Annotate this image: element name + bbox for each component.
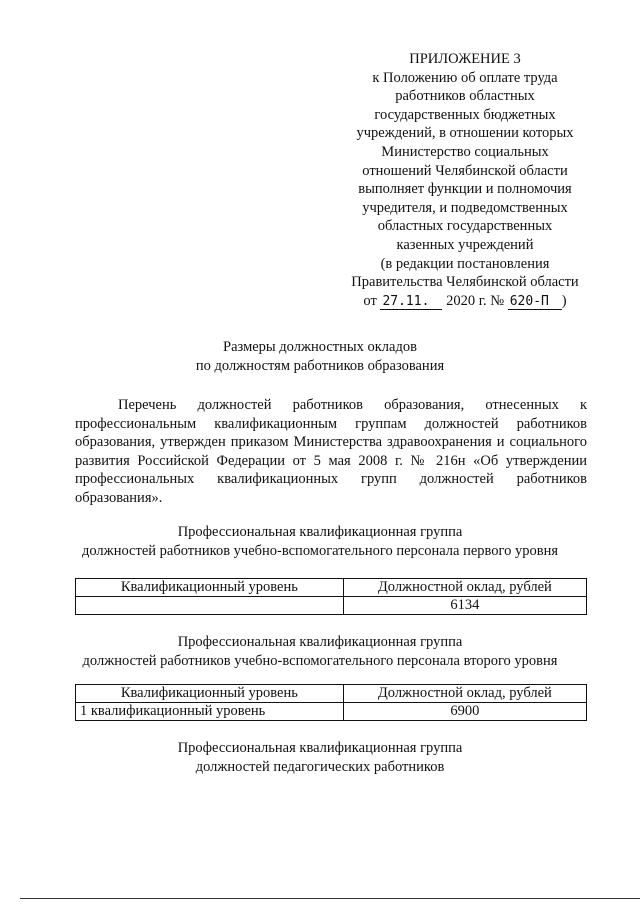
group-heading <box>0 633 640 671</box>
intro-paragraph: Перечень должностей работников образования, отнесенных к профессиональным квалификационным группам должностей работников образования, утвержден приказом Министерства здравоохранения и социального развития Российской Федерации от 5 мая 2008 г. № 216н «Об утверждении профессиональных квалификационных групп должностей работников образования». <box>75 397 587 506</box>
year-text: 2020 г. № <box>446 292 505 309</box>
appendix-line: Министерство социальных <box>381 143 549 160</box>
scan-edge-divider <box>20 898 640 899</box>
appendix-line: казенных учреждений <box>396 236 534 253</box>
document-title <box>0 338 640 376</box>
appendix-line: к Положению об оплате труда <box>372 69 558 86</box>
appendix-heading: ПРИЛОЖЕНИЕ 3 <box>409 51 521 67</box>
appendix-header <box>340 50 590 310</box>
title-line: Размеры должностных окладов <box>223 339 417 355</box>
from-prefix: от <box>363 292 377 309</box>
group-heading <box>0 739 640 777</box>
group-heading-line: Профессиональная квалификационная группа <box>177 524 463 540</box>
appendix-line: (в редакции постановления <box>380 255 550 272</box>
appendix-line: областных государственных <box>377 218 553 235</box>
title-line: по должностям работников образования <box>195 358 445 374</box>
group-heading-line: Профессиональная квалификационная группа <box>177 740 463 756</box>
appendix-line: государственных бюджетных <box>374 106 556 123</box>
appendix-line: Правительства Челябинской области <box>351 274 579 291</box>
resolution-date: 27.11. <box>380 295 442 310</box>
group-heading-line: должностей работников учебно-вспомогательного персонала второго уровня <box>82 653 558 669</box>
resolution-reference <box>340 292 590 311</box>
group-heading <box>0 523 640 561</box>
group-heading-line: должностей педагогических работников <box>195 759 445 775</box>
resolution-number: 620-П <box>508 295 562 310</box>
table-cell-level: 1 квалификационный уровень <box>76 703 344 721</box>
close-paren: ) <box>561 292 567 309</box>
table-header-row <box>76 579 587 597</box>
appendix-line: учредителя, и подведомственных <box>362 199 568 216</box>
group-heading-line: Профессиональная квалификационная группа <box>177 634 463 650</box>
table-row <box>76 597 587 615</box>
table-header-cell: Квалификационный уровень <box>76 579 344 597</box>
appendix-line: выполняет функции и полномочия <box>358 181 572 198</box>
salary-table <box>75 578 587 615</box>
table-cell-level <box>76 597 344 615</box>
group-heading-line: должностей работников учебно-вспомогательного персонала первого уровня <box>82 543 558 559</box>
appendix-line: отношений Челябинской области <box>362 162 568 179</box>
salary-table <box>75 684 587 721</box>
table-cell-salary: 6900 <box>343 703 586 721</box>
table-header-cell: Должностной оклад, рублей <box>343 685 586 703</box>
appendix-line: учреждений, в отношении которых <box>356 125 574 142</box>
appendix-line: работников областных <box>395 88 535 105</box>
table-header-cell: Квалификационный уровень <box>76 685 344 703</box>
table-cell-salary: 6134 <box>343 597 586 615</box>
table-header-row <box>76 685 587 703</box>
table-header-cell: Должностной оклад, рублей <box>343 579 586 597</box>
table-row <box>76 703 587 721</box>
